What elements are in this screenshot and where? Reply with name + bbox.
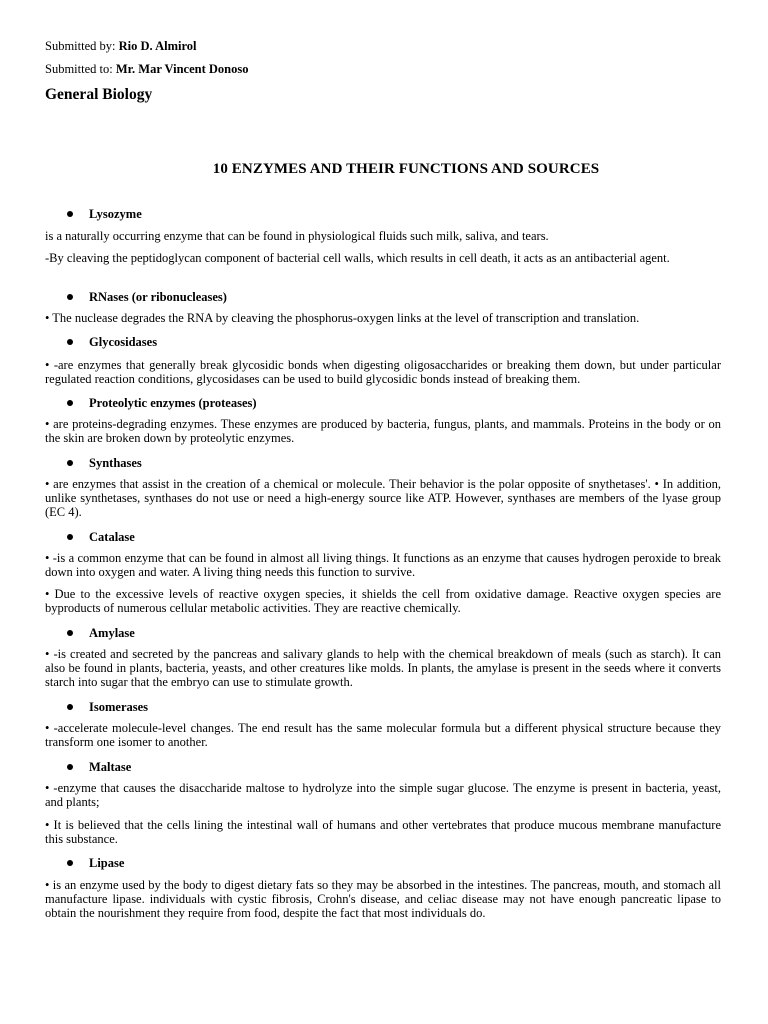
enzyme-name: Lysozyme (89, 207, 142, 221)
enzyme-name: Maltase (89, 760, 132, 774)
enzyme-heading (67, 856, 124, 871)
bullet-icon (67, 704, 73, 710)
course-name: General Biology (45, 86, 153, 103)
enzyme-name: Synthases (89, 456, 142, 470)
submitted-by-label: Submitted by: (45, 39, 116, 53)
bullet-icon (67, 860, 73, 866)
bullet-icon (67, 534, 73, 540)
enzyme-name: Glycosidases (89, 335, 158, 349)
submitted-by-name: Rio D. Almirol (118, 39, 197, 53)
enzyme-heading (67, 530, 135, 545)
enzyme-paragraph: • -are enzymes that generally break glycosidic bonds when digesting oligosaccharides or breaking them down, but under particular regulated reaction conditions, glycosidases can be used to build glycosidic bonds instead of breaking them. (45, 358, 721, 386)
enzyme-name: Catalase (89, 530, 135, 544)
bullet-icon (67, 294, 73, 300)
enzyme-name: Isomerases (89, 700, 149, 714)
document-title: 10 ENZYMES AND THEIR FUNCTIONS AND SOURCES (212, 161, 600, 177)
enzyme-paragraph: • The nuclease degrades the RNA by cleaving the phosphorus-oxygen links at the level of transcription and translation. (45, 311, 640, 325)
enzyme-heading (67, 396, 257, 411)
enzyme-heading (67, 626, 135, 641)
enzyme-name: Proteolytic enzymes (proteases) (89, 396, 257, 410)
enzyme-name: Amylase (89, 626, 135, 640)
bullet-icon (67, 339, 73, 345)
bullet-icon (67, 400, 73, 406)
enzyme-paragraph: • are enzymes that assist in the creation of a chemical or molecule. Their behavior is the polar opposite of snythetases'. • In addition, unlike synthetases, synthases do not use or need a high-energy source like ATP. However, synthases are members of the lyase group (EC 4). (45, 477, 721, 519)
enzyme-paragraph: is a naturally occurring enzyme that can be found in physiological fluids such milk, saliva, and tears. (45, 229, 549, 243)
enzyme-paragraph: • Due to the excessive levels of reactive oxygen species, it shields the cell from oxidative damage. Reactive oxygen species are byproducts of numerous cellular metabolic activities. They are reactive chemically. (45, 587, 721, 615)
enzyme-heading (67, 290, 227, 305)
enzyme-paragraph: • is an enzyme used by the body to digest dietary fats so they may be absorbed in the intestines. The pancreas, mouth, and stomach all manufacture lipase. individuals with cystic fibrosis, Crohn's disease, and celiac disease may not have enough pancreatic lipase to obtain the nourishment they require from food, despite the fact that most individuals do. (45, 878, 721, 920)
enzyme-heading (67, 760, 131, 775)
enzyme-heading (67, 700, 148, 715)
bullet-icon (67, 211, 73, 217)
bullet-icon (67, 630, 73, 636)
submitted-to-line (45, 62, 248, 76)
submitted-by-line (45, 39, 197, 53)
enzyme-paragraph: • -is a common enzyme that can be found in almost all living things. It functions as an enzyme that causes hydrogen peroxide to break down into oxygen and water. A living thing needs this function to survive. (45, 551, 721, 579)
enzyme-name: Lipase (89, 856, 125, 870)
bullet-icon (67, 460, 73, 466)
enzyme-heading (67, 207, 142, 222)
enzyme-heading (67, 335, 157, 350)
enzyme-paragraph: • -is created and secreted by the pancreas and salivary glands to help with the chemical breakdown of meals (such as starch). It can also be found in plants, bacteria, yeasts, and other creatures like molds. In plants, the amylase is present in the seeds where it converts starch into sugar that the embryo can use to stimulate growth. (45, 647, 721, 689)
enzyme-paragraph: • -accelerate molecule-level changes. The end result has the same molecular formula but a different physical structure because they transform one isomer to another. (45, 721, 721, 749)
enzyme-paragraph: • -enzyme that causes the disaccharide maltose to hydrolyze into the simple sugar glucose. The enzyme is present in bacteria, yeast, and plants; (45, 781, 721, 809)
submitted-to-label: Submitted to: (45, 62, 113, 76)
enzyme-name: RNases (or ribonucleases) (89, 290, 227, 304)
enzyme-paragraph: -By cleaving the peptidoglycan component of bacterial cell walls, which results in cell death, it acts as an antibacterial agent. (45, 251, 670, 265)
enzyme-heading (67, 456, 142, 471)
enzyme-paragraph: • are proteins-degrading enzymes. These enzymes are produced by bacteria, fungus, plants, and mammals. Proteins in the body or on the skin are broken down by proteolytic enzymes. (45, 417, 721, 445)
submitted-to-name: Mr. Mar Vincent Donoso (115, 62, 249, 76)
enzyme-paragraph: • It is believed that the cells lining the intestinal wall of humans and other vertebrates that produce mucous membrane manufacture this substance. (45, 818, 721, 846)
bullet-icon (67, 764, 73, 770)
